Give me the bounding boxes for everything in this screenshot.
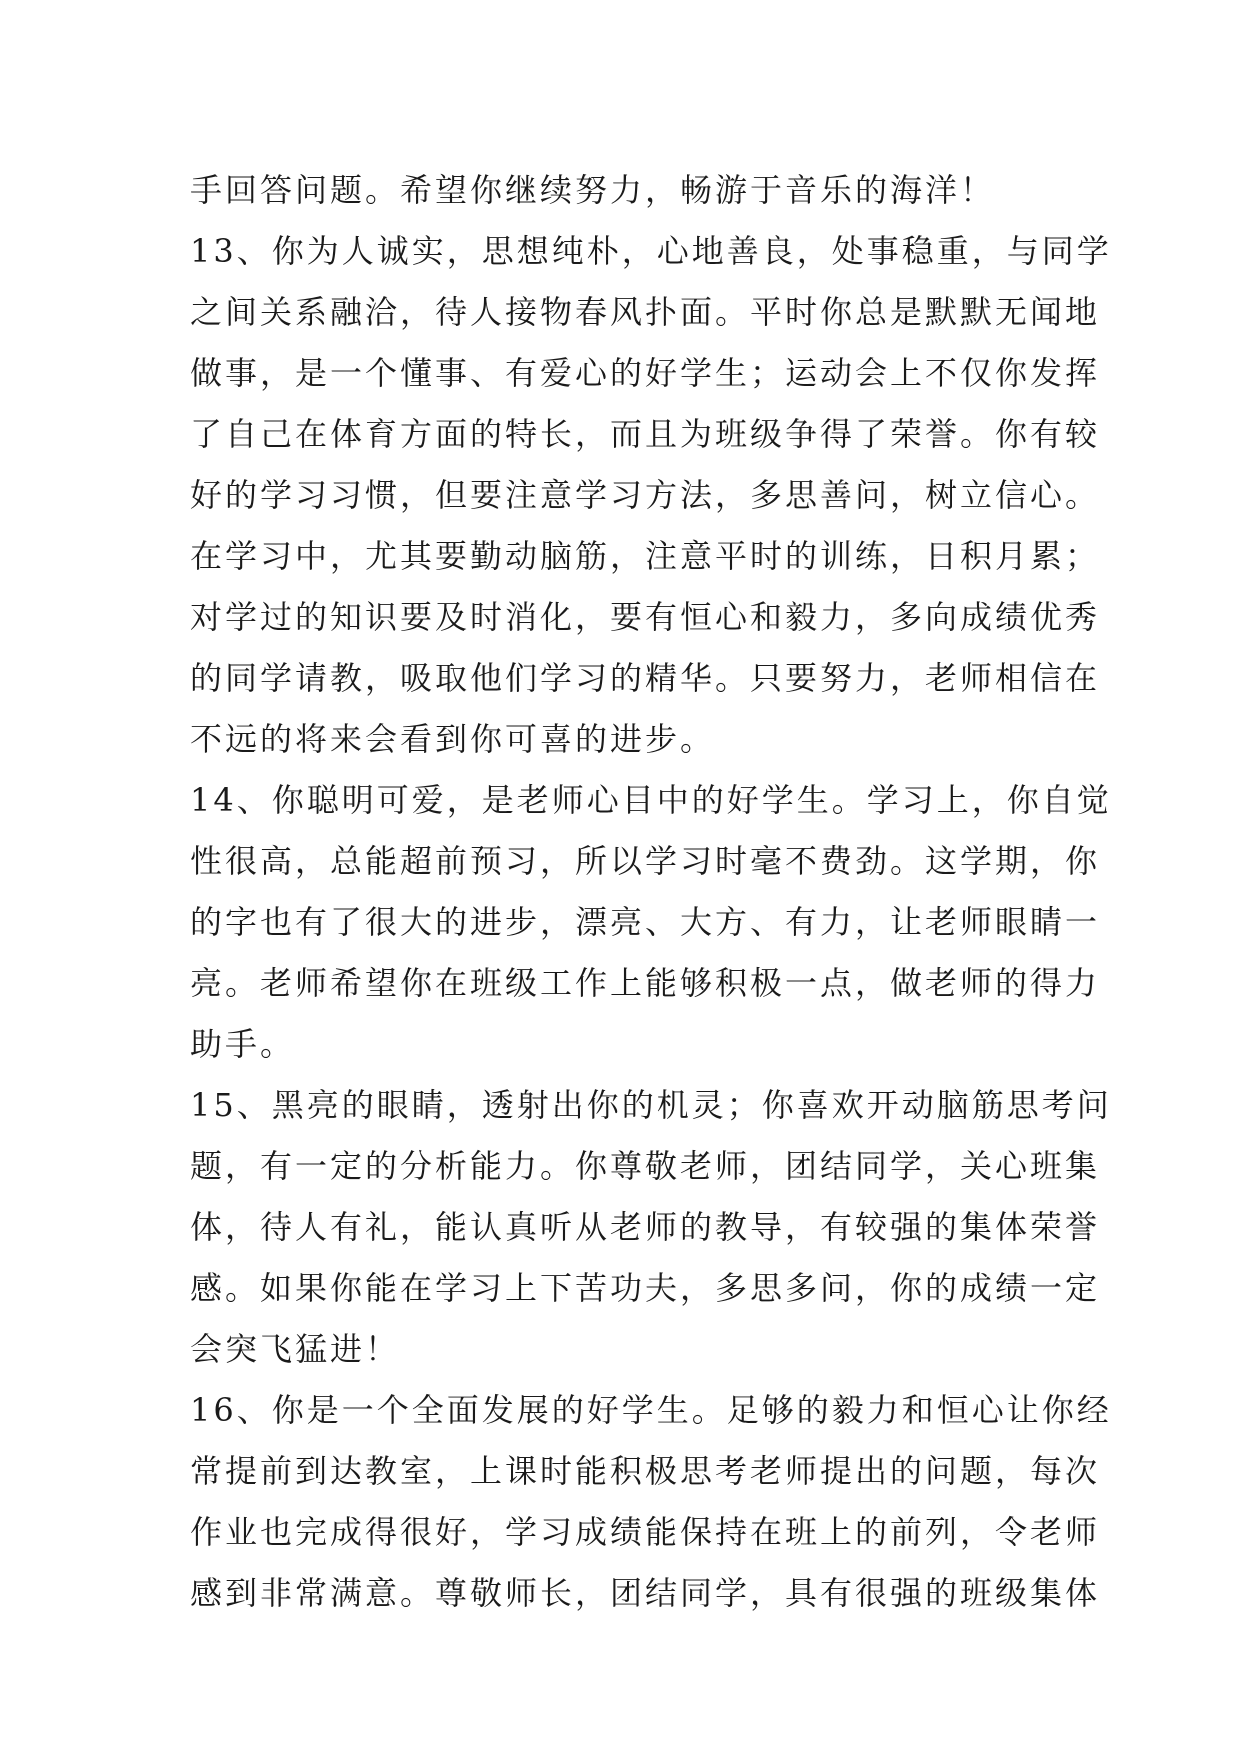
text-line: 不远的将来会看到你可喜的进步。 [190, 720, 716, 758]
text-line: 亮。老师希望你在班级工作上能够积极一点，做老师的得力 [190, 964, 1101, 1002]
text-line: 好的学习习惯，但要注意学习方法，多思善问，树立信心。 [190, 476, 1101, 514]
text-line: 手回答问题。希望你继续努力，畅游于音乐的海洋！ [190, 171, 996, 209]
text-line: 作业也完成得很好，学习成绩能保持在班上的前列，令老师 [190, 1513, 1101, 1551]
text-line: 体，待人有礼，能认真听从老师的教导，有较强的集体荣誉 [190, 1208, 1101, 1246]
text-line: 的字也有了很大的进步，漂亮、大方、有力，让老师眼睛一 [190, 903, 1101, 941]
text-line: 会突飞猛进！ [190, 1330, 401, 1368]
text-line: 对学过的知识要及时消化，要有恒心和毅力，多向成绩优秀 [190, 598, 1101, 636]
text-line: 的同学请教，吸取他们学习的精华。只要努力，老师相信在 [190, 659, 1101, 697]
text-line: 16、你是一个全面发展的好学生。足够的毅力和恒心让你经 [190, 1391, 1112, 1429]
text-line: 感。如果你能在学习上下苦功夫，多思多问，你的成绩一定 [190, 1269, 1101, 1307]
text-line: 题，有一定的分析能力。你尊敬老师，团结同学，关心班集 [190, 1147, 1101, 1185]
text-line: 了自己在体育方面的特长，而且为班级争得了荣誉。你有较 [190, 415, 1101, 453]
text-line: 助手。 [190, 1025, 296, 1063]
text-line: 13、你为人诚实，思想纯朴，心地善良，处事稳重，与同学 [190, 232, 1112, 270]
text-line: 14、你聪明可爱，是老师心目中的好学生。学习上，你自觉 [190, 781, 1112, 819]
body-text [190, 160, 1112, 1624]
text-line: 做事，是一个懂事、有爱心的好学生；运动会上不仅你发挥 [190, 354, 1101, 392]
text-line: 感到非常满意。尊敬师长，团结同学，具有很强的班级集体 [190, 1574, 1101, 1612]
text-line: 常提前到达教室，上课时能积极思考老师提出的问题，每次 [190, 1452, 1101, 1490]
text-line: 性很高，总能超前预习，所以学习时毫不费劲。这学期，你 [190, 842, 1101, 880]
text-line: 之间关系融洽，待人接物春风扑面。平时你总是默默无闻地 [190, 293, 1101, 331]
text-line: 15、黑亮的眼睛，透射出你的机灵；你喜欢开动脑筋思考问 [190, 1086, 1112, 1124]
text-line: 在学习中，尤其要勤动脑筋，注意平时的训练，日积月累； [190, 537, 1101, 575]
